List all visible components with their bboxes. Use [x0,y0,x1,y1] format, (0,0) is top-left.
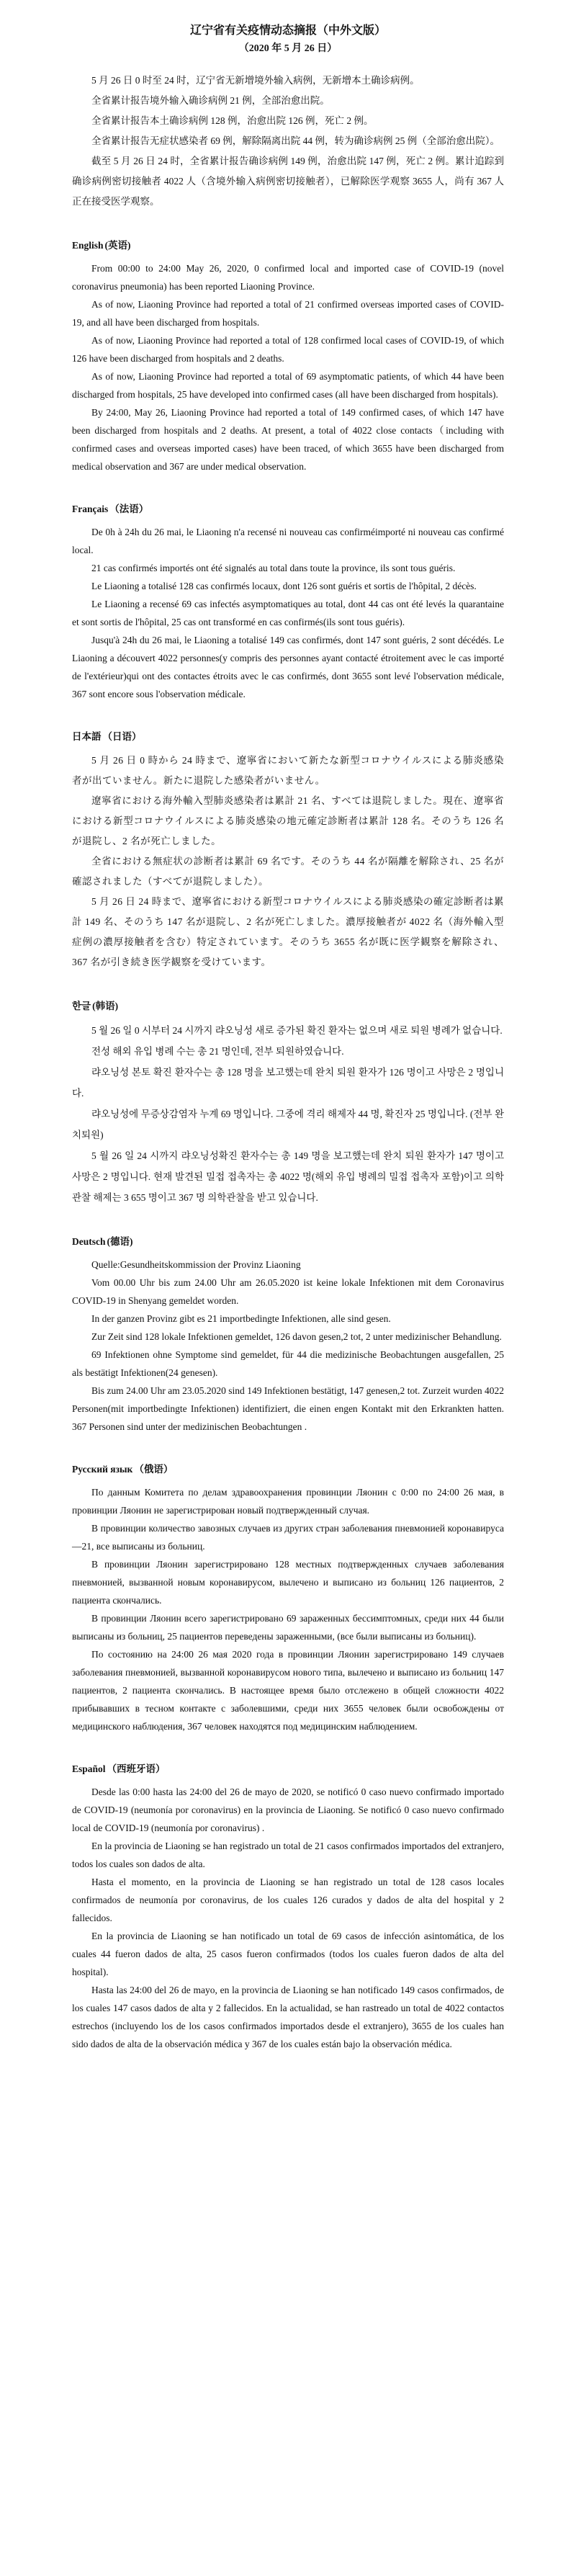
section-heading-native: Русский язык [72,1464,133,1475]
summary-paragraph: 截至 5 月 26 日 24 时，全省累计报告确诊病例 149 例，治愈出院 147 例，死亡 2 例。累计追踪到确诊病例密切接触者 4022 人（含境外输入病例密切接触者），已解除医学观察 3655 人，尚有 367 人正在接受医学观察。 [72,156,504,207]
section-paragraph: En la provincia de Liaoning se han registrado un total de 21 casos confirmados importados del extranjero, todos los cuales son dados de alta. [72,1841,504,1869]
section-paragraph: Vom 00.00 Uhr bis zum 24.00 Uhr am 26.05.2020 ist keine lokale Infektionen mit dem Coronavirus COVID-19 in Shenyang gemeldet worden. [72,1277,504,1306]
section-heading [72,1462,504,1477]
section-russian [72,1462,504,1735]
section-paragraph: Jusqu'à 24h du 26 mai, le Liaoning a totalisé 149 cas confirmés, dont 147 sont guéris, 2 sont décédés. Le Liaoning a découvert 4022 personnes(y compris des personnes ayant contacté étroitement avec le cas importé de l'extérieur)qui ont des contactes étroits avec le cas confirmés, dont 3655 sont levé l'observation médicale, 367 sont encore sous l'observation médicale. [72,635,504,699]
section-german [72,1234,504,1436]
section-heading-native: Español [72,1763,106,1774]
section-paragraph: По данным Комитета по делам здравоохранения провинции Ляонин с 0:00 по 24:00 26 мая, в провинции Ляонин не зарегистрирован новый подтвержденный случая. [72,1487,504,1516]
section-paragraph: Bis zum 24.00 Uhr am 23.05.2020 sind 149 Infektionen bestätigt, 147 genesen,2 tot. Zurzeit wurden 4022 Personen(mit importbedingte Infektionen) identifiziert, die einen engen Kontakt mit den Erkrankten hatten. 367 Personen sind unter der medizinischen Beobachtungen . [72,1385,504,1432]
summary-paragraph: 全省累计报告无症状感染者 69 例，解除隔离出院 44 例，转为确诊病例 25 例（全部治愈出院）。 [91,135,500,146]
section-paragraph: 全省における無症状の診断者は累計 69 名です。そのうち 44 名が隔離を解除され、25 名が確認されました（すべてが退院しました）。 [72,856,504,887]
section-heading [72,1761,504,1777]
section-paragraph: Le Liaoning a totalisé 128 cas confirmés locaux, dont 126 sont guéris et sortis de l'hôpital, 2 décès. [91,581,477,591]
section-heading [72,501,504,517]
section-paragraph: 5 月 26 日 0 時から 24 時まで、遼寧省において新たな新型コロナウイルスによる肺炎感染者が出ていません。新たに退院した感染者がいません。 [72,755,504,786]
section-paragraph: 21 cas confirmés importés ont été signalés au total dans toute la province, ils sont tous guéris. [91,563,456,573]
section-heading [72,729,504,745]
document-title: 辽宁省有关疫情动态摘报（中外文版） [189,24,386,37]
section-paragraph: По состоянию на 24:00 26 мая 2020 года в провинции Ляонин зарегистрировано 149 случаев заболевания пневмонией, вызванной коронавирусом нового типа, вылечено и выписано из больниц 147 пациентов, 2 пациента скончались. В настоящее время было отслежено в общей сложности 4022 прибывавших в тесном контакте с заболевшими, среди них 3655 человек были освобождены от медицинского наблюдения, 367 человек находятся под медицинским наблюдением. [72,1649,504,1732]
section-paragraph: As of now, Liaoning Province had reported a total of 21 confirmed overseas imported cases of COVID-19, and all have been discharged from hospitals. [72,299,504,328]
section-heading-cn: （西班牙语） [107,1763,166,1774]
section-paragraph: 전성 해외 유입 병례 수는 총 21 명인데, 전부 퇴원하였습니다. [91,1046,344,1057]
section-paragraph: 랴오닝성 본토 확진 환자수는 총 128 명을 보고했는데 완치 퇴원 환자가 126 명이고 사망은 2 명입니다. [72,1067,504,1099]
section-japanese [72,729,504,972]
section-paragraph: En la provincia de Liaoning se han notificado un total de 69 casos de infección asintomática, de los cuales 44 fueron dados de alta, 25 casos fueron confirmados (todos los cuales fueron dados de alta del hospital). [72,1931,504,1977]
section-paragraph: 랴오닝성에 무증상감염자 누계 69 명입니다. 그중에 격리 해제자 44 명, 확진자 25 명입니다. (전부 완치퇴원) [72,1109,504,1140]
section-paragraph: De 0h à 24h du 26 mai, le Liaoning n'a recensé ni nouveau cas confirméimporté ni nouveau cas confirmé local. [72,527,504,555]
section-paragraph: As of now, Liaoning Province had reported a total of 128 confirmed local cases of COVID-19, of which 126 have been discharged from hospitals and 2 deaths. [72,335,504,364]
section-paragraph: 5 월 26 일 24 시까지 랴오닝성확진 환자수는 총 149 명을 보고했는데 완치 퇴원 환자가 147 명이고 사망은 2 명입니다. 현재 발견된 밀접 접촉자는 총 4022 명(해외 유입 병례의 밀접 접촉자 포함)이고 의학 관찰 해제는 3 655 명이고 367 명 의학관찰을 받고 있습니다. [72,1150,504,1203]
section-heading [72,238,504,254]
section-heading-native: Deutsch [72,1236,106,1247]
section-paragraph: В провинции Ляонин всего зарегистрировано 69 зараженных бессимптомных, среди них 44 были выписаны из больниц, 25 пациентов переведены зараженными, (все были выписаны из больниц). [72,1613,504,1642]
section-heading-native: Français [72,504,109,514]
summary-paragraph: 全省累计报告本土确诊病例 128 例，治愈出院 126 例，死亡 2 例。 [91,115,374,126]
section-heading [72,1234,504,1250]
section-paragraph: In der ganzen Provinz gibt es 21 importbedingte Infektionen, alle sind gesen. [91,1313,391,1324]
section-heading-cn: （俄语） [134,1464,174,1475]
section-heading-native: 日本語 [72,731,102,742]
section-heading-cn: (韩语) [92,1001,119,1011]
section-paragraph: 69 Infektionen ohne Symptome sind gemeldet, für 44 die medizinische Beobachtungen ausgefallen, 25 als bestätigt Infektionen(24 genesen). [72,1349,504,1378]
section-paragraph: Hasta las 24:00 del 26 de mayo, en la provincia de Liaoning se han notificado 149 casos confirmados, de los cuales 147 casos dados de alta y 2 fallecidos. En la actualidad, se han rastreado un total de 4022 contactos estrechos (incluyendo los de los casos confirmados importados desde el extranjero), 3655 de los cuales han sido dados de alta de la observación médica y 367 de los cuales están bajo la observación médica. [72,1985,504,2049]
chinese-summary [72,71,504,212]
section-paragraph: Zur Zeit sind 128 lokale Infektionen gemeldet, 126 davon gesen,2 tot, 2 unter medizinischer Behandlung. [91,1331,502,1342]
section-heading [72,998,504,1014]
section-english [72,238,504,475]
section-french [72,501,504,703]
section-paragraph: Quelle:Gesundheitskommission der Provinz Liaoning [91,1259,301,1270]
summary-paragraph: 5 月 26 日 0 时至 24 时，辽宁省无新增境外输入病例，无新增本土确诊病例。 [91,75,420,86]
summary-paragraph: 全省累计报告境外输入确诊病例 21 例，全部治愈出院。 [91,95,330,106]
section-paragraph: By 24:00, May 26, Liaoning Province had reported a total of 149 confirmed cases, of which 147 have been discharged from hospitals and 2 deaths. At present, a total of 4022 close contacts（including with confirmed cases and overseas imported cases) have been traced, of which 3655 have been discharged from medical observation and 367 are under medical observation. [72,407,504,472]
section-heading-cn: （法语） [109,504,149,514]
section-paragraph: В провинции Ляонин зарегистрировано 128 местных подтвержденных случаев заболевания пневмонией, вызванной новым коронавирусом, вылечено и выписано из больниц 126 пациентов, 2 пациента скончались. [72,1559,504,1606]
document-date: （2020 年 5 月 26 日） [238,43,338,54]
section-paragraph: 5 월 26 일 0 시부터 24 시까지 랴오닝성 새로 증가된 확진 환자는 없으며 새로 퇴원 병례가 없습니다. [91,1025,503,1036]
section-paragraph: From 00:00 to 24:00 May 26, 2020, 0 confirmed local and imported case of COVID-19 (novel coronavirus pneumonia) has been reported Liaoning Province. [72,263,504,292]
section-paragraph: Desde las 0:00 hasta las 24:00 del 26 de mayo de 2020, se notificó 0 caso nuevo confirmado importado de COVID-19 (neumonía por coronavirus) en la provincia de Liaoning. Se notificó 0 caso nuevo confirmado local de COVID-19 (neumonía por coronavirus) . [72,1786,504,1833]
section-paragraph: Le Liaoning a recensé 69 cas infectés asymptomatiques au total, dont 44 cas ont été levés la quarantaine et sont sortis de l'hôpital, 25 cas ont transformé en cas confirmés(ils sont tous guéris). [72,599,504,627]
section-paragraph: 遼寧省における海外輸入型肺炎感染者は累計 21 名、すべては退院しました。現在、遼寧省における新型コロナウイルスによる肺炎感染の地元確定診断者は累計 128 名。そのうち 126 名が退院し、2 名が死亡しました。 [72,795,504,846]
section-heading-native: 한글 [72,1001,91,1011]
section-heading-cn: （日语） [102,731,142,742]
section-korean [72,998,504,1208]
section-paragraph: 5 月 26 日 24 時まで、遼寧省における新型コロナウイルスによる肺炎感染の確定診断者は累計 149 名、そのうち 147 名が退院し、2 名が死亡しました。濃厚接触者が 4022 名（海外輸入型症例の濃厚接触者を含む）特定されています。そのうち 3655 名が既に医学観察を解除され、367 名が引き続き医学観察を受けています。 [72,896,504,967]
section-paragraph: As of now, Liaoning Province had reported a total of 69 asymptomatic patients, of which 44 have been discharged from hospitals, 25 have developed into confirmed cases (all have been discharged from hospitals). [72,371,504,400]
section-heading-cn: (德语) [107,1236,133,1247]
section-paragraph: Hasta el momento, en la provincia de Liaoning se han registrado un total de 128 casos locales confirmados de neumonía por coronavirus, de los cuales 126 curados y dados de alta del hospital y 2 fallecidos. [72,1877,504,1923]
section-heading-cn: (英语) [104,240,131,251]
section-heading-native: English [72,240,104,251]
section-spanish [72,1761,504,2053]
section-paragraph: В провинции количество завозных случаев из других стран заболевания пневмонией коронавируса—21, все выписаны из больниц. [72,1523,504,1552]
